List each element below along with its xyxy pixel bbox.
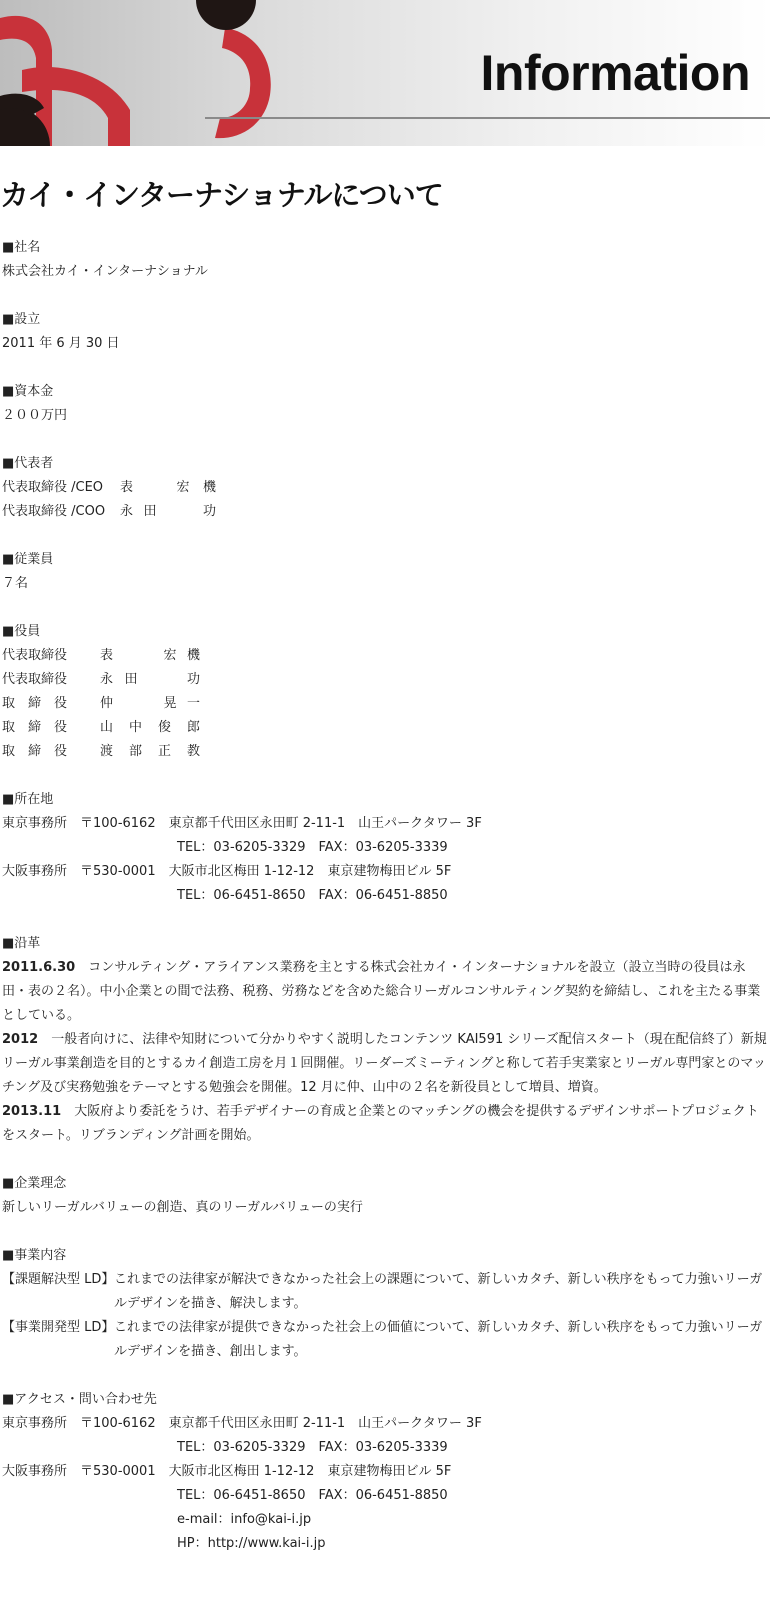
- section-heading: ■従業員: [2, 552, 54, 567]
- contact-line: TEL：03-6205-3329 FAX：03-6205-3339: [177, 840, 448, 855]
- contact-line: TEL：03-6205-3329 FAX：03-6205-3339: [177, 1440, 448, 1455]
- history-text: 大阪府より委託をうけ、若手デザイナーの育成と企業とのマッチングの機会を提供するデザインサポートプロジェクトをスタート。リブランディング計画を開始。: [2, 1104, 759, 1143]
- philosophy-value: 新しいリーガルバリューの創造、真のリーガルバリューの実行: [2, 1200, 363, 1215]
- section-founded: [2, 308, 768, 356]
- officer-name: 仲 晃 一: [100, 696, 200, 711]
- representative-row: [2, 500, 768, 524]
- email-link[interactable]: e-mail：info@kai-i.jp: [177, 1512, 312, 1527]
- business-item: [2, 1268, 768, 1316]
- section-access: [2, 1388, 768, 1556]
- section-business: [2, 1244, 768, 1364]
- founded-value: 2011 年 6 月 30 日: [2, 336, 120, 351]
- officer-title: 取 締 役: [2, 696, 68, 711]
- section-heading: ■事業内容: [2, 1248, 67, 1263]
- address-line: 東京事務所 〒100-6162 東京都千代田区永田町 2-11-1 山王パークタワー 3F: [2, 816, 482, 831]
- history-date: 2012: [2, 1032, 39, 1047]
- section-representatives: [2, 452, 768, 524]
- history-entry: [2, 1100, 768, 1148]
- capital-value: ２００万円: [2, 408, 68, 423]
- banner-divider: [205, 117, 770, 119]
- banner-title: Information: [480, 45, 750, 101]
- section-heading: ■設立: [2, 312, 41, 327]
- officer-name: 表 宏 機: [100, 648, 200, 663]
- business-text: これまでの法律家が解決できなかった社会上の課題について、新しいカタチ、新しい秩序をもって力強いリーガルデザインを描き、解決します。: [114, 1272, 763, 1311]
- section-heading: ■資本金: [2, 384, 54, 399]
- business-label: 【課題解決型 LD】: [2, 1272, 115, 1287]
- address-line: 大阪事務所 〒530-0001 大阪市北区梅田 1-12-12 東京建物梅田ビル 5F: [2, 864, 452, 879]
- officer-row: [2, 692, 768, 716]
- representative-name: 永 田 功: [120, 504, 216, 519]
- address-line: 東京事務所 〒100-6162 東京都千代田区永田町 2-11-1 山王パークタワー 3F: [2, 1416, 482, 1431]
- company-info: [2, 236, 768, 1580]
- history-text: 一般者向けに、法律や知財について分かりやすく説明したコンテンツ KAI591 シリーズ配信スタート（現在配信終了）新規リーガル事業創造を目的とするカイ創造工房を月１回開催。リーダーズミーティングと称して若手実業家とリーガル専門家とのマッチング及び実務勉強をテーマとする勉強会を開催。12 月に仲、山中の２名を新役員として増員、増資。: [2, 1032, 767, 1095]
- officer-name: 山 中 俊 郎: [100, 720, 200, 735]
- officer-title: 取 締 役: [2, 744, 68, 759]
- section-location: [2, 788, 768, 908]
- section-company-name: [2, 236, 768, 284]
- employees-value: ７名: [2, 576, 29, 591]
- section-officers: [2, 620, 768, 764]
- officer-row: [2, 668, 768, 692]
- section-capital: [2, 380, 768, 428]
- section-history: [2, 932, 768, 1148]
- business-item: [2, 1316, 768, 1364]
- section-employees: [2, 548, 768, 596]
- section-heading: ■所在地: [2, 792, 54, 807]
- officer-title: 代表取締役: [2, 672, 68, 687]
- history-date: 2013.11: [2, 1104, 62, 1119]
- history-text: コンサルティング・アライアンス業務を主とする株式会社カイ・インターナショナルを設立（設立当時の役員は永田・表の２名）。中小企業との間で法務、税務、労務などを含めた総合リーガルコンサルティング契約を締結し、これを主たる事業としている。: [2, 960, 761, 1023]
- history-entry: [2, 956, 768, 1028]
- section-heading: ■アクセス・問い合わせ先: [2, 1392, 157, 1407]
- section-heading: ■企業理念: [2, 1176, 67, 1191]
- representative-role: 代表取締役 /CEO: [2, 480, 104, 495]
- history-date: 2011.6.30: [2, 960, 76, 975]
- business-text: これまでの法律家が提供できなかった社会上の価値について、新しいカタチ、新しい秩序をもって力強いリーガルデザインを描き、創出します。: [114, 1320, 763, 1359]
- homepage-link[interactable]: HP：http://www.kai-i.jp: [177, 1536, 326, 1551]
- section-heading: ■沿革: [2, 936, 41, 951]
- history-entry: [2, 1028, 768, 1100]
- business-label: 【事業開発型 LD】: [2, 1320, 115, 1335]
- section-philosophy: [2, 1172, 768, 1220]
- officer-title: 取 締 役: [2, 720, 68, 735]
- officer-name: 渡 部 正 教: [100, 744, 200, 759]
- section-heading: ■代表者: [2, 456, 54, 471]
- logo-graphic: [0, 0, 300, 146]
- officer-row: [2, 740, 768, 764]
- representative-row: [2, 476, 768, 500]
- officer-name: 永 田 功: [100, 672, 200, 687]
- section-heading: ■社名: [2, 240, 41, 255]
- header-banner: [0, 0, 770, 146]
- contact-line: TEL：06-6451-8650 FAX：06-6451-8850: [177, 888, 448, 903]
- officer-row: [2, 644, 768, 668]
- representative-name: 表 宏 機: [120, 480, 216, 495]
- representative-role: 代表取締役 /COO: [2, 504, 106, 519]
- page-title: カイ・インターナショナルについて: [0, 178, 443, 212]
- company-name-value: 株式会社カイ・インターナショナル: [2, 264, 208, 279]
- contact-line: TEL：06-6451-8650 FAX：06-6451-8850: [177, 1488, 448, 1503]
- officer-title: 代表取締役: [2, 648, 68, 663]
- officer-row: [2, 716, 768, 740]
- section-heading: ■役員: [2, 624, 41, 639]
- address-line: 大阪事務所 〒530-0001 大阪市北区梅田 1-12-12 東京建物梅田ビル 5F: [2, 1464, 452, 1479]
